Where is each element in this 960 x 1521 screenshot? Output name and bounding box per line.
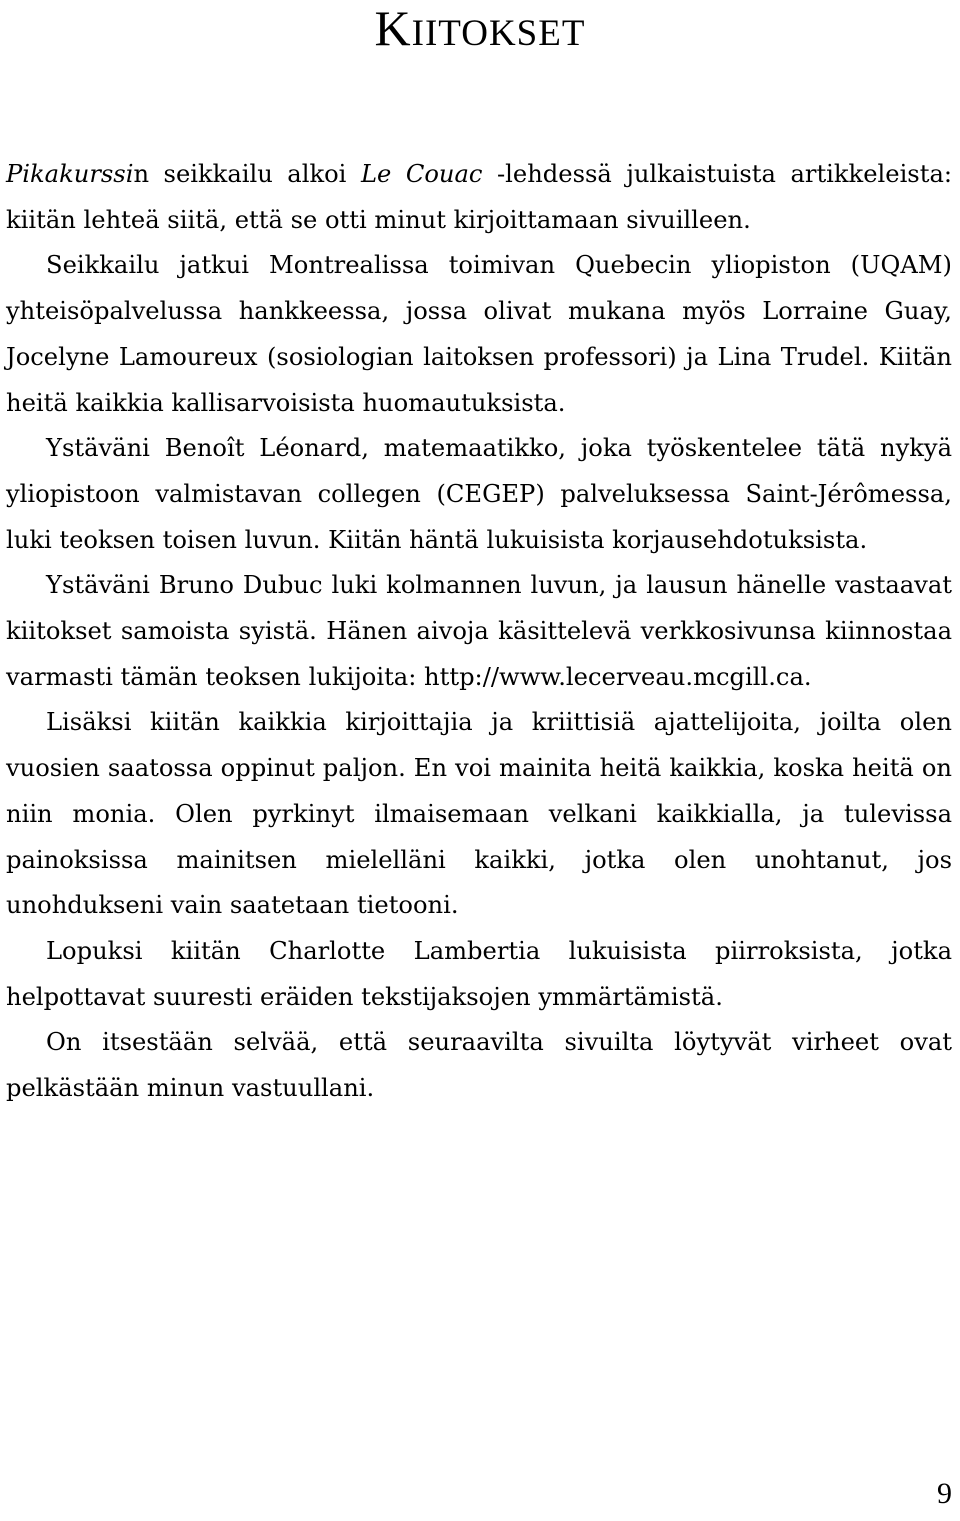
paragraph-1 xyxy=(6,152,952,243)
title-initial: K xyxy=(374,0,412,56)
paragraph-5: Lisäksi kiitän kaikkia kirjoittajia ja kriittisiä ajattelijoita, joilta olen vuosien saatossa oppinut paljon. En voi mainita heitä kaikkia, koska heitä on niin monia. Olen pyrkinyt ilmaisemaan velkani kaikkialla, ja tulevissa painoksissa mainitsen mielelläni kaikki, jotka olen unohtanut, jos unohdukseni vain saatetaan tietooni. xyxy=(6,708,952,920)
italic-book-title: Pikakurssi xyxy=(6,160,134,188)
acknowledgements-text xyxy=(6,152,952,1112)
paragraph-2: Seikkailu jatkui Montrealissa toimivan Quebecin yliopiston (UQAM) yhteisöpalvelussa hankkeessa, jossa olivat mukana myös Lorraine Guay, Jocelyne Lamoureux (sosiologian laitoksen professori) ja Lina Trudel. Kiitän heitä kaikkia kallisarvoisista huomautuksista. xyxy=(6,251,952,417)
paragraph-1-text-b: -lehdessä julkaistuista artikkeleista: kiitän lehteä siitä, että se otti minut kirjoittamaan sivuilleen. xyxy=(6,160,953,234)
page-title xyxy=(0,0,960,62)
italic-magazine-title: Le Couac xyxy=(360,160,483,188)
paragraph-1-text-a: n seikkailu alkoi xyxy=(133,160,361,188)
paragraph-6: Lopuksi kiitän Charlotte Lambertia lukuisista piirroksista, jotka helpottavat suuresti eräiden tekstijaksojen ymmärtämistä. xyxy=(6,936,952,1011)
paragraph-4: Ystäväni Bruno Dubuc luki kolmannen luvun, ja lausun hänelle vastaavat kiitokset samoista syistä. Hänen aivoja käsittelevä verkkosivunsa kiinnostaa varmasti tämän teoksen lukijoita: http://www.lecerveau.mcgill.ca. xyxy=(6,571,952,691)
title-rest: IITOKSET xyxy=(411,13,586,54)
page-number: 9 xyxy=(937,1477,952,1510)
paragraph-7: On itsestään selvää, että seuraavilta sivuilta löytyvät virheet ovat pelkästään minun vastuullani. xyxy=(6,1028,952,1103)
paragraph-3: Ystäväni Benoît Léonard, matemaatikko, joka työskentelee tätä nykyä yliopistoon valmistavan collegen (CEGEP) palveluksessa Saint-Jérômessa, luki teoksen toisen luvun. Kiitän häntä lukuisista korjausehdotuksista. xyxy=(6,434,952,554)
